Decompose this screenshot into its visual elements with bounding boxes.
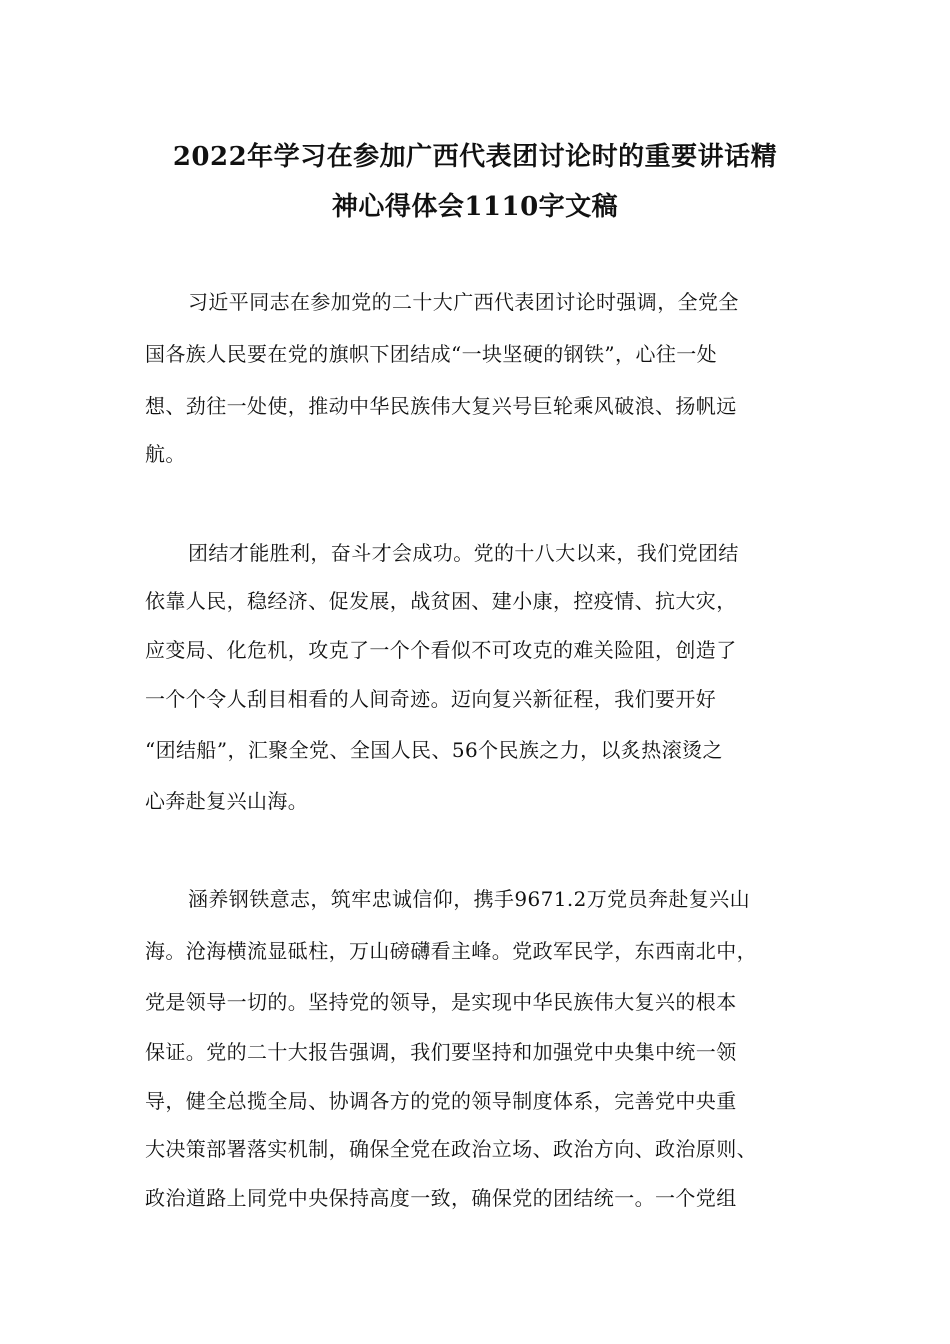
paragraph-line: 想、劲往一处使，推动中华民族伟大复兴号巨轮乘风破浪、扬帆远: [145, 394, 737, 418]
paragraph-line: 海。沧海横流显砥柱，万山磅礴看主峰。党政军民学，东西南北中，: [145, 939, 757, 963]
document-title-line-2: 神心得体会1110字文稿: [331, 192, 619, 222]
paragraph-line: 应变局、化危机，攻克了一个个看似不可攻克的难关险阻，创造了: [145, 638, 737, 662]
paragraph-line: 大决策部署落实机制，确保全党在政治立场、政治方向、政治原则、: [145, 1137, 757, 1161]
paragraph-line: 心奔赴复兴山海。: [145, 789, 309, 813]
paragraph-line: “团结船”，汇聚全党、全国人民、56个民族之力，以炙热滚烫之: [145, 738, 723, 762]
paragraph-line: 一个个令人刮目相看的人间奇迹。迈向复兴新征程，我们要开好: [145, 687, 717, 711]
paragraph-line: 国各族人民要在党的旗帜下团结成“一块坚硬的钢铁”，心往一处: [145, 342, 718, 366]
paragraph-line: 依靠人民，稳经济、促发展，战贫困、建小康，控疫情、抗大灾，: [145, 589, 737, 613]
paragraph-line: 党是领导一切的。坚持党的领导，是实现中华民族伟大复兴的根本: [145, 990, 737, 1014]
paragraph-line: 导，健全总揽全局、协调各方的党的领导制度体系，完善党中央重: [145, 1089, 737, 1113]
paragraph-line: 航。: [145, 442, 186, 466]
paragraph-line: 习近平同志在参加党的二十大广西代表团讨论时强调，全党全: [188, 290, 739, 314]
paragraph-line: 政治道路上同党中央保持高度一致，确保党的团结统一。一个党组: [145, 1186, 737, 1210]
document-title-line-1: 2022年学习在参加广西代表团讨论时的重要讲话精: [172, 142, 778, 172]
paragraph-line: 保证。党的二十大报告强调，我们要坚持和加强党中央集中统一领: [145, 1040, 737, 1064]
paragraph-line: 涵养钢铁意志，筑牢忠诚信仰，携手9671.2万党员奔赴复兴山: [188, 887, 750, 911]
paragraph-line: 团结才能胜利，奋斗才会成功。党的十八大以来，我们党团结: [188, 541, 739, 565]
